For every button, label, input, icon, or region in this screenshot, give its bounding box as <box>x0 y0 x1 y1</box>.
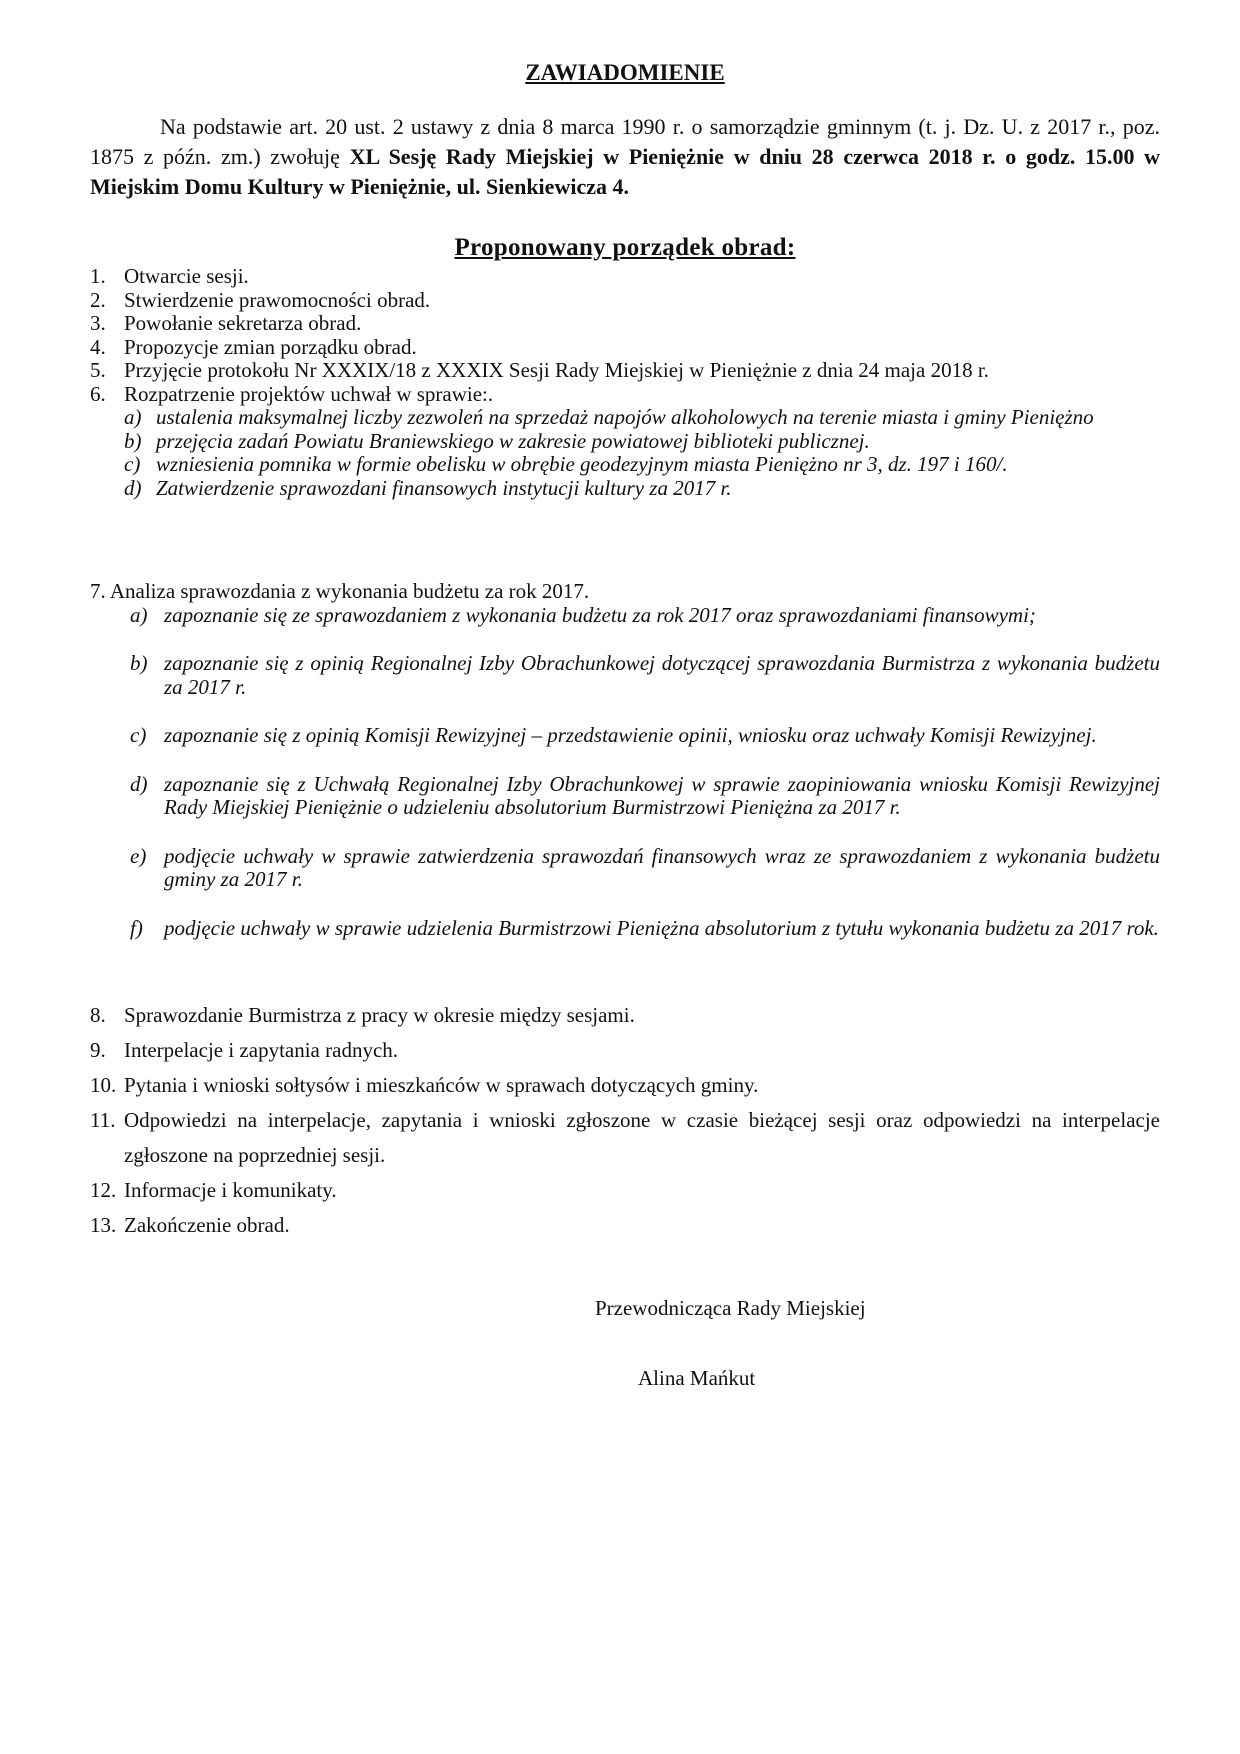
item-number: 1. <box>90 264 106 288</box>
sub-item-text: Zatwierdzenie sprawozdani finansowych instytucji kultury za 2017 r. <box>156 475 732 500</box>
sub-item-letter: a) <box>130 602 148 627</box>
item7-sublist <box>90 604 1160 941</box>
item-number: 8. <box>90 1003 106 1027</box>
agenda-heading: Proponowany porządek obrad: <box>454 234 796 261</box>
item-number: 11. <box>90 1108 116 1132</box>
item-number: 10. <box>90 1073 117 1097</box>
list-item <box>90 1173 1160 1208</box>
list-item <box>90 312 1160 336</box>
list-item <box>90 265 1160 289</box>
sub-item-letter: e) <box>130 843 147 868</box>
sub-item-letter: d) <box>124 475 142 500</box>
sub-item-letter: a) <box>124 405 142 429</box>
item-number: 5. <box>90 358 106 382</box>
sub-item-text: zapoznanie się z opinią Komisji Rewizyjnej – przedstawienie opinii, wniosku oraz uchwały Komisji Rewizyjnej. <box>164 723 1097 747</box>
item-number: 12. <box>90 1178 117 1202</box>
sub-item-text: przejęcia zadań Powiatu Braniewskiego w zakresie powiatowej biblioteki publicznej. <box>156 428 870 453</box>
item-text: 7. Analiza sprawozdania z wykonania budżetu za rok 2017. <box>90 579 590 603</box>
item-text: Odpowiedzi na interpelacje, zapytania i wnioski zgłoszone w czasie bieżącej sesji oraz odpowiedzi na interpelacje zgłoszone na poprzedniej sesji. <box>124 1108 1160 1167</box>
item-text: Propozycje zmian porządku obrad. <box>124 334 417 359</box>
item-text: Otwarcie sesji. <box>124 264 249 288</box>
item-number: 4. <box>90 334 106 359</box>
item-text: Stwierdzenie prawomocności obrad. <box>124 287 431 312</box>
list-item <box>90 1103 1160 1173</box>
agenda-list-top <box>90 265 1160 500</box>
sub-item <box>90 477 1160 501</box>
list-item <box>90 359 1160 383</box>
item-number: 3. <box>90 311 106 335</box>
sub-item-text: podjęcie uchwały w sprawie zatwierdzenia sprawozdań finansowych wraz ze sprawozdaniem z wykonania budżetu gminy za 2017 r. <box>164 843 1160 891</box>
sub-item <box>90 406 1160 430</box>
list-item <box>90 1208 1160 1243</box>
item-text: Przyjęcie protokołu Nr XXXIX/18 z XXXIX Sesji Rady Miejskiej w Pieniężnie z dnia 24 maja 2018 r. <box>124 358 989 382</box>
item-number: 9. <box>90 1038 106 1062</box>
sub-item-letter: b) <box>130 651 148 675</box>
sub-item <box>90 453 1160 477</box>
signature-role: Przewodnicząca Rady Miejskiej <box>595 1296 866 1320</box>
agenda-item-7 <box>90 580 1160 940</box>
item-number: 6. <box>90 381 106 406</box>
list-item <box>90 1033 1160 1068</box>
sub-item-letter: c) <box>124 452 141 476</box>
sub-item-text: zapoznanie się z opinią Regionalnej Izby Obrachunkowej dotyczącej sprawozdania Burmistrza z wykonania budżetu za 2017 r. <box>164 651 1160 699</box>
sub-item-letter: d) <box>130 771 148 796</box>
item-number: 2. <box>90 287 106 312</box>
agenda-list-bottom <box>90 998 1160 1243</box>
sub-item <box>90 604 1160 628</box>
item-text: Interpelacje i zapytania radnych. <box>124 1038 399 1062</box>
document-title: ZAWIADOMIENIE <box>525 60 725 85</box>
sub-item-text: zapoznanie się z Uchwałą Regionalnej Izby Obrachunkowej w sprawie zaopiniowania wniosku Komisji Rewizyjnej Rady Miejskiej Pieniężnie o udzieleniu absolutorium Burmistrzowi Pieniężna za 2017 r. <box>164 771 1160 819</box>
list-item <box>90 1068 1160 1103</box>
sub-item-text: podjęcie uchwały w sprawie udzielenia Burmistrzowi Pieniężna absolutorium z tytułu wykonania budżetu za 2017 rok. <box>164 915 1159 940</box>
list-item <box>90 580 1160 604</box>
sub-item <box>90 845 1160 892</box>
list-item <box>90 289 1160 313</box>
intro-text: Na podstawie art. 20 ust. 2 ustawy z dnia 8 marca 1990 r. o samorządzie gminnym (t. j. Dz. U. z 2017 r., poz. 1875 z późn. zm.) zwołuję <box>90 114 1160 169</box>
sub-item-letter: b) <box>124 428 142 453</box>
item-text: Powołanie sekretarza obrad. <box>124 311 362 335</box>
sub-item <box>90 652 1160 699</box>
sub-item <box>90 773 1160 820</box>
sub-item <box>90 917 1160 941</box>
sub-item-text: wzniesienia pomnika w formie obelisku w obrębie geodezyjnym miasta Pieniężno nr 3, dz. 197 i 160/. <box>156 452 1008 476</box>
list-item <box>90 998 1160 1033</box>
list-item <box>90 383 1160 407</box>
item-text: Pytania i wnioski sołtysów i mieszkańców w sprawach dotyczących gminy. <box>124 1073 759 1097</box>
list-item <box>90 336 1160 360</box>
signature-name: Alina Mańkut <box>638 1366 756 1390</box>
sub-item-text: ustalenia maksymalnej liczby zezwoleń na sprzedaż napojów alkoholowych na terenie miasta i gminy Pieniężno <box>156 405 1094 429</box>
item-text: Informacje i komunikaty. <box>124 1178 337 1202</box>
item-text: Sprawozdanie Burmistrza z pracy w okresie między sesjami. <box>124 1003 635 1027</box>
sub-item-letter: c) <box>130 723 147 747</box>
item-text: Zakończenie obrad. <box>124 1213 290 1237</box>
intro-bold-text: XL Sesję Rady Miejskiej w Pieniężnie w dniu 28 czerwca 2018 r. o godz. 15.00 w Miejskim Domu Kultury w Pieniężnie, ul. Sienkiewicza 4. <box>90 144 1160 199</box>
item6-sublist <box>90 406 1160 500</box>
sub-item-letter: f) <box>130 915 143 940</box>
sub-item <box>90 430 1160 454</box>
item-number: 13. <box>90 1213 117 1237</box>
sub-item <box>90 724 1160 748</box>
sub-item-text: zapoznanie się ze sprawozdaniem z wykonania budżetu za rok 2017 oraz sprawozdaniami finansowymi; <box>164 602 1036 627</box>
intro-paragraph <box>90 112 1160 202</box>
item-text: Rozpatrzenie projektów uchwał w sprawie:. <box>124 381 494 406</box>
